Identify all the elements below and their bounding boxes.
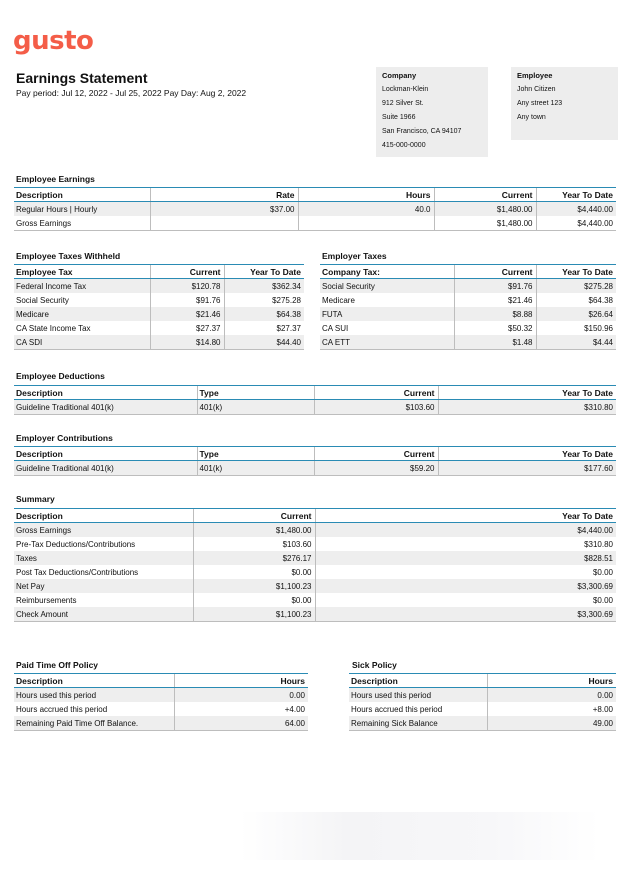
col-header: Type: [197, 447, 314, 461]
col-header: Current: [434, 188, 536, 202]
col-header: Description: [349, 674, 487, 688]
cell: Medicare: [14, 307, 150, 321]
employer-taxes-title: Employer Taxes: [322, 251, 387, 261]
cell: $120.78: [150, 279, 224, 294]
earnings-table: [14, 187, 616, 231]
cell: $37.00: [150, 202, 298, 217]
cell: Check Amount: [14, 607, 193, 622]
table-row: [14, 565, 616, 579]
cell: Regular Hours | Hourly: [14, 202, 150, 217]
col-header: Employee Tax: [14, 265, 150, 279]
cell: 49.00: [487, 716, 616, 731]
cell: $0.00: [193, 593, 315, 607]
col-header: Current: [314, 386, 438, 400]
table-row: [320, 307, 616, 321]
deductions-title: Employee Deductions: [16, 371, 105, 381]
col-header: Year To Date: [438, 386, 616, 400]
table-row: [14, 335, 304, 350]
cell: Post Tax Deductions/Contributions: [16, 567, 139, 577]
cell: $26.64: [536, 307, 616, 321]
earnings-title: Employee Earnings: [16, 174, 95, 184]
cell: 0.00: [174, 688, 308, 703]
cell: $27.37: [150, 321, 224, 335]
deductions-table: [14, 385, 616, 415]
cell: $828.51: [315, 551, 616, 565]
cell: $21.46: [150, 307, 224, 321]
cell: $4,440.00: [315, 523, 616, 538]
col-header: Year To Date: [536, 265, 616, 279]
table-row: [320, 321, 616, 335]
cell: $50.32: [454, 321, 536, 335]
cell: Hours accrued this period: [16, 704, 108, 714]
cell: Remaining Sick Balance: [349, 716, 487, 731]
summary-title: Summary: [16, 494, 55, 504]
col-header: Year To Date: [536, 188, 616, 202]
col-header: Year To Date: [438, 447, 616, 461]
table-row: [349, 688, 616, 703]
cell: $177.60: [438, 461, 616, 476]
cell: $362.34: [224, 279, 304, 294]
table-row: [14, 461, 616, 476]
cell: $276.17: [193, 551, 315, 565]
sick-table: [349, 673, 616, 731]
cell: Medicare: [322, 295, 355, 305]
cell: CA State Income Tax: [16, 323, 91, 333]
company-heading: Company: [382, 71, 417, 80]
cell: Guideline Traditional 401(k): [14, 400, 197, 415]
table-row: [349, 716, 616, 731]
cell: Hours used this period: [14, 688, 174, 703]
cell: FUTA: [320, 307, 454, 321]
table-row: [320, 335, 616, 350]
cell: $64.38: [224, 307, 304, 321]
cell: $275.28: [224, 293, 304, 307]
cell: $0.00: [193, 565, 315, 579]
cell: CA SUI: [322, 323, 349, 333]
col-header: Hours: [487, 674, 616, 688]
cell: [150, 216, 298, 231]
table-row: [14, 579, 616, 593]
col-header: Year To Date: [224, 265, 304, 279]
cell: Gross Earnings: [14, 216, 150, 231]
col-header: Current: [314, 447, 438, 461]
company-line: Lockman-Klein: [382, 86, 429, 93]
table-row: [14, 523, 616, 538]
company-line: 415-000-0000: [382, 142, 426, 149]
table-row: [14, 202, 616, 217]
table-row: [14, 279, 304, 294]
cell: Social Security: [16, 295, 69, 305]
col-header: Current: [454, 265, 536, 279]
cell: 401(k): [197, 400, 314, 415]
table-row: [320, 293, 616, 307]
company-line: Suite 1966: [382, 114, 416, 121]
cell: $4,440.00: [536, 202, 616, 217]
contributions-title: Employer Contributions: [16, 433, 113, 443]
employee-taxes-table: [14, 264, 304, 350]
pto-table: [14, 673, 308, 731]
cell: $64.38: [536, 293, 616, 307]
pto-title: Paid Time Off Policy: [16, 660, 99, 670]
cell: $150.96: [536, 321, 616, 335]
company-info: [376, 67, 488, 157]
employee-taxes-title: Employee Taxes Withheld: [16, 251, 121, 261]
employee-info: [511, 67, 618, 140]
cell: Taxes: [14, 551, 193, 565]
company-line: San Francisco, CA 94107: [382, 128, 462, 135]
table-row: [14, 607, 616, 622]
summary-table: [14, 508, 616, 622]
table-row: [14, 551, 616, 565]
cell: $91.76: [454, 279, 536, 294]
cell: $21.46: [454, 293, 536, 307]
col-header: Description: [14, 447, 197, 461]
pay-period: Pay period: Jul 12, 2022 - Jul 25, 2022 Pay Day: Aug 2, 2022: [16, 88, 247, 98]
cell: $91.76: [150, 293, 224, 307]
employee-line: Any street 123: [517, 100, 563, 107]
contributions-table: [14, 446, 616, 476]
cell: $103.60: [314, 400, 438, 415]
cell: $310.80: [438, 400, 616, 415]
table-row: [14, 293, 304, 307]
cell: 0.00: [487, 688, 616, 703]
sick-title: Sick Policy: [352, 660, 397, 670]
col-header: Description: [14, 188, 150, 202]
cell: Guideline Traditional 401(k): [14, 461, 197, 476]
col-header: Description: [14, 509, 193, 523]
cell: $103.60: [193, 537, 315, 551]
cell: $1.48: [454, 335, 536, 350]
cell: $1,480.00: [193, 523, 315, 538]
cell: Net Pay: [14, 579, 193, 593]
cell: Pre-Tax Deductions/Contributions: [16, 539, 136, 549]
cell: Reimbursements: [16, 595, 77, 605]
cell: $44.40: [224, 335, 304, 350]
cell: 40.0: [298, 202, 434, 217]
cell: Hours accrued this period: [351, 704, 443, 714]
cell: $1,480.00: [434, 216, 536, 231]
cell: Gross Earnings: [14, 523, 193, 538]
cell: $27.37: [224, 321, 304, 335]
cell: $59.20: [314, 461, 438, 476]
cell: CA SDI: [14, 335, 150, 350]
col-header: Description: [14, 674, 174, 688]
table-row: [14, 216, 616, 231]
cell: $4.44: [536, 335, 616, 350]
cell: 64.00: [174, 716, 308, 731]
table-row: [14, 537, 616, 551]
faded-footer-area: [240, 812, 600, 860]
cell: CA ETT: [320, 335, 454, 350]
cell: $1,480.00: [434, 202, 536, 217]
col-header: Hours: [298, 188, 434, 202]
table-row: [14, 321, 304, 335]
cell: Social Security: [320, 279, 454, 294]
table-row: [349, 702, 616, 716]
col-header: Hours: [174, 674, 308, 688]
employee-heading: Employee: [517, 71, 553, 80]
cell: $14.80: [150, 335, 224, 350]
col-header: Current: [150, 265, 224, 279]
col-header: Description: [14, 386, 197, 400]
table-row: [14, 307, 304, 321]
cell: $3,300.69: [315, 607, 616, 622]
cell: $310.80: [315, 537, 616, 551]
table-row: [14, 688, 308, 703]
table-row: [320, 279, 616, 294]
cell: $4,440.00: [536, 216, 616, 231]
cell: $1,100.23: [193, 579, 315, 593]
cell: $8.88: [454, 307, 536, 321]
cell: Hours used this period: [349, 688, 487, 703]
company-line: 912 Silver St.: [382, 100, 424, 107]
cell: +4.00: [174, 702, 308, 716]
cell: $3,300.69: [315, 579, 616, 593]
col-header: Company Tax:: [320, 265, 454, 279]
cell: +8.00: [487, 702, 616, 716]
col-header: Rate: [150, 188, 298, 202]
cell: $275.28: [536, 279, 616, 294]
employee-line: John Citizen: [517, 86, 556, 93]
cell: 401(k): [197, 461, 314, 476]
cell: $0.00: [315, 565, 616, 579]
employer-taxes-table: [320, 264, 616, 350]
cell: $0.00: [315, 593, 616, 607]
table-row: [14, 716, 308, 731]
table-row: [14, 400, 616, 415]
col-header: Year To Date: [315, 509, 616, 523]
cell: Remaining Paid Time Off Balance.: [14, 716, 174, 731]
cell: [298, 216, 434, 231]
statement-title: Earnings Statement: [16, 70, 148, 86]
col-header: Type: [197, 386, 314, 400]
table-row: [14, 702, 308, 716]
employee-line: Any town: [517, 114, 546, 121]
col-header: Current: [193, 509, 315, 523]
gusto-logo: gusto: [13, 26, 94, 56]
cell: Federal Income Tax: [14, 279, 150, 294]
cell: $1,100.23: [193, 607, 315, 622]
table-row: [14, 593, 616, 607]
